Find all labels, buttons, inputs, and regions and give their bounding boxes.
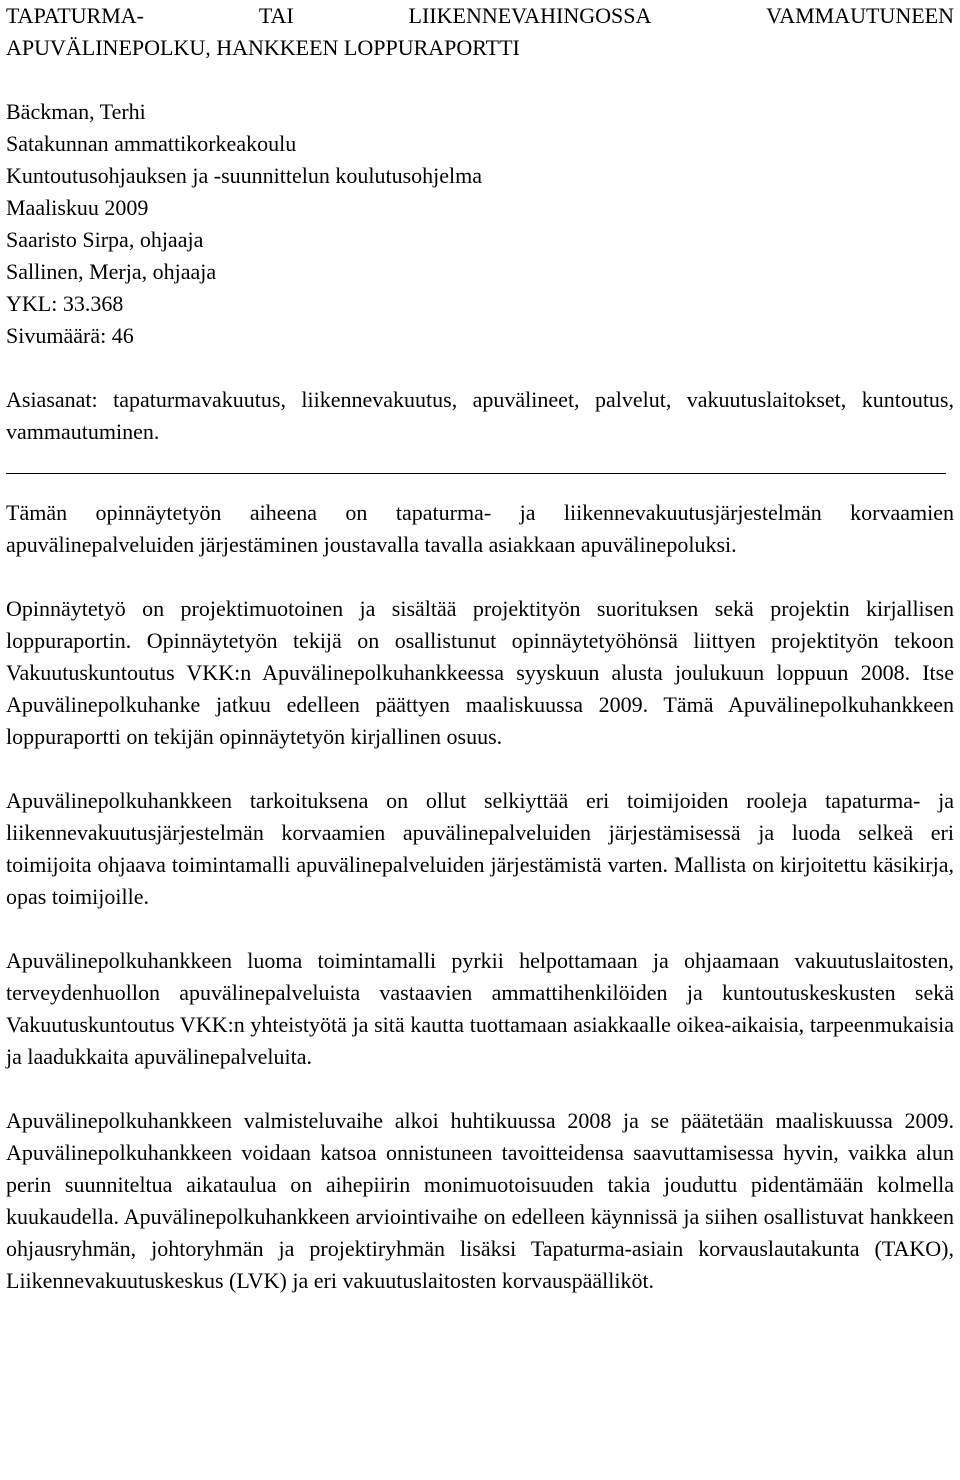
paragraph-gap bbox=[6, 753, 954, 785]
author: Bäckman, Terhi bbox=[6, 99, 146, 124]
ykl-code: YKL: 33.368 bbox=[6, 291, 124, 316]
supervisor-2: Sallinen, Merja, ohjaaja bbox=[6, 259, 217, 284]
school: Satakunnan ammattikorkeakoulu bbox=[6, 131, 297, 156]
page-count: Sivumäärä: 46 bbox=[6, 323, 134, 348]
abstract-paragraph-1: Tämän opinnäytetyön aiheena on tapaturma- ja liikennevakuutusjärjestelmän korvaamien apuvälinepalveluiden järjestäminen joustavalla tavalla asiakkaan apuvälinepoluksi. bbox=[6, 500, 954, 557]
abstract-paragraph-3: Apuvälinepolkuhankkeen tarkoituksena on ollut selkiyttää eri toimijoiden rooleja tapaturma- ja liikennevakuutusjärjestelmän korvaamien apuvälinepalveluiden järjestämisessä ja luoda selkeä eri toimijoita ohjaava toimintamalli apuvälinepalveluiden järjestämistä varten. Mallista on kirjoitettu käsikirja, opas toimijoille. bbox=[6, 788, 954, 909]
date: Maaliskuu 2009 bbox=[6, 195, 149, 220]
section-divider bbox=[6, 473, 946, 474]
keywords-text: Asiasanat: tapaturmavakuutus, liikennevakuutus, apuvälineet, palvelut, vakuutuslaitokset, kuntoutus, vammautuminen. bbox=[6, 387, 954, 444]
programme: Kuntoutusohjauksen ja -suunnittelun koulutusohjelma bbox=[6, 163, 483, 188]
metadata-block bbox=[6, 96, 954, 352]
document-title-line-2: APUVÄLINEPOLKU, HANKKEEN LOPPURAPORTTI bbox=[6, 35, 520, 60]
supervisor-1: Saaristo Sirpa, ohjaaja bbox=[6, 227, 204, 252]
abstract-paragraph-4: Apuvälinepolkuhankkeen luoma toimintamalli pyrkii helpottamaan ja ohjaamaan vakuutuslaitosten, terveydenhuollon apuvälinepalveluista vastaavien ammattihenkilöiden ja kuntoutuskeskusten sekä Vakuutuskuntoutus VKK:n yhteistyötä ja sitä kautta tuottamaan asiakkaalle oikea-aikaisia, tarpeenmukaisia ja laadukkaita apuvälinepalveluita. bbox=[6, 948, 954, 1069]
title-word-4: VAMMAUTUNEEN bbox=[766, 3, 954, 28]
paragraph-gap bbox=[6, 561, 954, 593]
paragraph-gap bbox=[6, 1073, 954, 1105]
title-word-1: TAPATURMA- bbox=[6, 3, 145, 28]
keywords-block bbox=[6, 384, 954, 448]
title-word-3: LIIKENNEVAHINGOSSA bbox=[408, 3, 652, 28]
title-word-2: TAI bbox=[258, 3, 294, 28]
document-title-line-1 bbox=[6, 0, 954, 32]
document-page bbox=[6, 0, 954, 1297]
paragraph-gap bbox=[6, 913, 954, 945]
abstract-paragraph-2: Opinnäytetyö on projektimuotoinen ja sisältää projektityön suorituksen sekä projektin kirjallisen loppuraportin. Opinnäytetyön tekijä on osallistunut opinnäytetyöhönsä liittyen projektityön tekoon Vakuutuskuntoutus VKK:n Apuvälinepolkuhankkeessa syyskuun alusta joulukuun loppuun 2008. Itse Apuvälinepolkuhanke jatkuu edelleen päättyen maaliskuussa 2009. Tämä Apuvälinepolkuhankkeen loppuraportti on tekijän opinnäytetyön kirjallinen osuus. bbox=[6, 596, 954, 749]
abstract-paragraph-5: Apuvälinepolkuhankkeen valmisteluvaihe alkoi huhtikuussa 2008 ja se päätetään maaliskuussa 2009. Apuvälinepolkuhankkeen voidaan katsoa onnistuneen tavoitteidensa saavuttamisessa hyvin, vaikka alun perin suunniteltua aikataulua on aihepiirin monimuotoisuuden takia jouduttu pidentämään kolmella kuukaudella. Apuvälinepolkuhankkeen arviointivaihe on edelleen käynnissä ja siihen osallistuvat hankkeen ohjausryhmän, johtoryhmän ja projektiryhmän lisäksi Tapaturma-asiain korvauslautakunta (TAKO), Liikennevakuutuskeskus (LVK) ja eri vakuutuslaitosten korvauspäälliköt. bbox=[6, 1108, 954, 1293]
